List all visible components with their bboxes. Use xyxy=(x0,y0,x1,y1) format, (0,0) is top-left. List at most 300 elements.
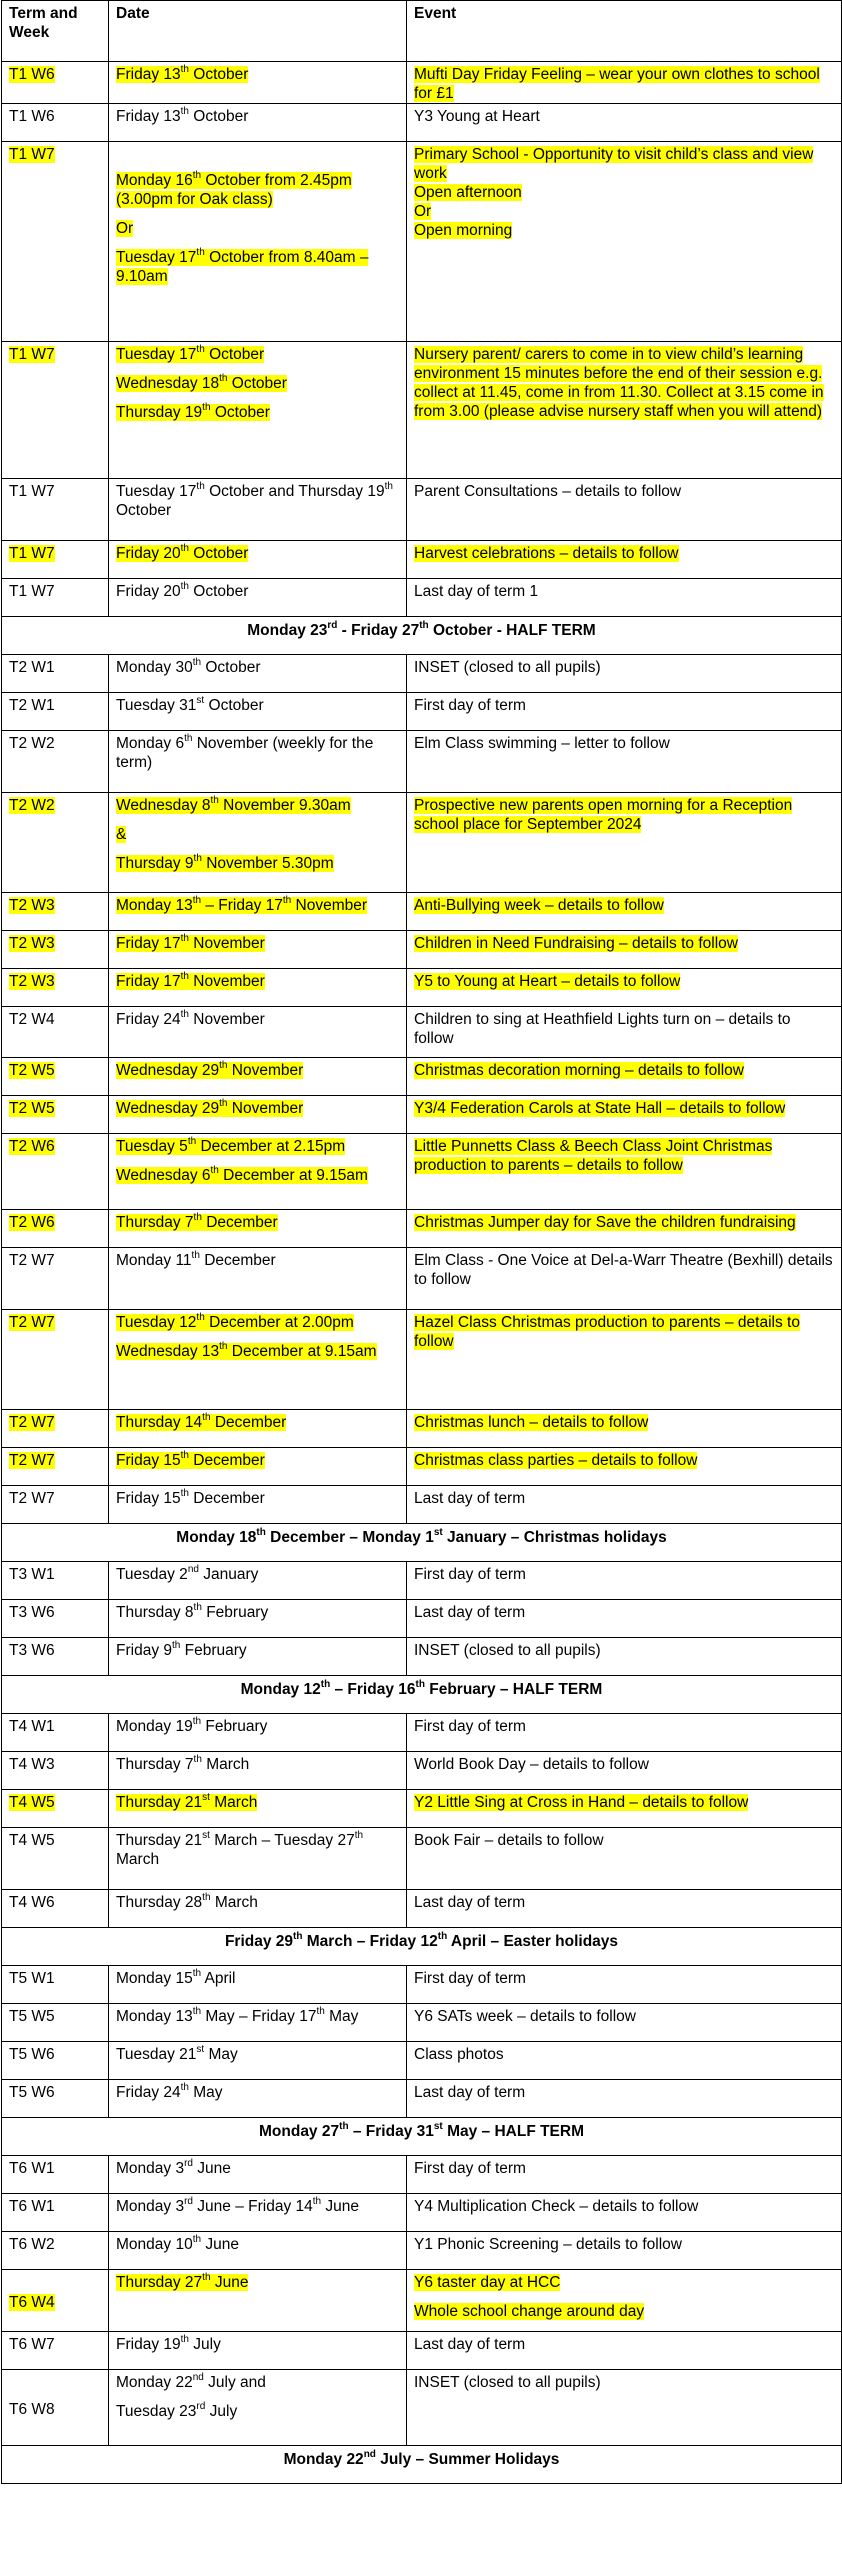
term-week-label: T6 W2 xyxy=(9,2236,55,2253)
event-cell xyxy=(407,1714,842,1752)
date-cell xyxy=(109,2004,407,2042)
table-row xyxy=(2,693,842,731)
event-line-text: Y4 Multiplication Check – details to follow xyxy=(414,2198,699,2215)
term-week-cell xyxy=(2,969,109,1007)
event-cell xyxy=(407,1562,842,1600)
date-line: Tuesday 21st May xyxy=(116,2043,238,2063)
term-week-label: T2 W3 xyxy=(9,973,55,990)
date-line: Monday 11th December xyxy=(116,1249,276,1269)
event-line xyxy=(414,2335,834,2354)
date-cell xyxy=(109,2080,407,2118)
term-week-cell xyxy=(2,1007,109,1058)
ordinal-suffix: th xyxy=(172,1639,181,1651)
event-line xyxy=(414,145,834,183)
event-line xyxy=(414,658,834,677)
date-line: Friday 19th July xyxy=(116,2333,221,2353)
date-cell xyxy=(109,142,407,342)
table-row xyxy=(2,1714,842,1752)
event-cell xyxy=(407,793,842,893)
date-line: Wednesday 18th October xyxy=(116,372,287,392)
table-row xyxy=(2,541,842,579)
holiday-band: Friday 29th March – Friday 12th April – Easter holidays xyxy=(2,1928,842,1966)
ordinal-suffix: th xyxy=(202,1411,211,1423)
ordinal-suffix: th xyxy=(180,1008,189,1020)
ordinal-suffix: rd xyxy=(184,2195,193,2207)
holiday-band: Monday 22nd July – Summer Holidays xyxy=(2,2446,842,2484)
event-cell xyxy=(407,2156,842,2194)
ordinal-suffix: th xyxy=(219,1059,228,1071)
date-cell xyxy=(109,969,407,1007)
event-line-text: Or xyxy=(414,203,432,220)
date-cell xyxy=(109,342,407,479)
term-week-label: T6 W1 xyxy=(9,2160,55,2177)
event-line-text: Children to sing at Heathfield Lights turn on – details to follow xyxy=(414,1011,791,1047)
term-week-label: T2 W7 xyxy=(9,1252,55,1269)
date-line: Thursday 27th June xyxy=(116,2271,249,2291)
event-line xyxy=(414,934,834,953)
term-week-label: T2 W7 xyxy=(9,1414,55,1431)
event-line xyxy=(414,1969,834,1988)
table-row xyxy=(2,793,842,893)
term-week-label: T5 W5 xyxy=(9,2008,55,2025)
event-line xyxy=(414,1831,834,1850)
event-line-text: First day of term xyxy=(414,2160,526,2177)
event-line xyxy=(414,2235,834,2254)
ordinal-suffix: th xyxy=(180,580,189,592)
event-line xyxy=(414,1893,834,1912)
term-week-label: T3 W6 xyxy=(9,1642,55,1659)
date-line: Thursday 14th December xyxy=(116,1411,287,1431)
event-line-text: Elm Class - One Voice at Del-a-Warr Theatre (Bexhill) details to follow xyxy=(414,1252,833,1288)
event-line xyxy=(414,2273,834,2292)
term-week-cell xyxy=(2,2080,109,2118)
ordinal-suffix: th xyxy=(180,2333,189,2345)
school-calendar-table xyxy=(1,0,842,2484)
event-line-text: Last day of term xyxy=(414,1490,526,1507)
date-cell xyxy=(109,541,407,579)
term-week-cell xyxy=(2,1410,109,1448)
event-cell xyxy=(407,731,842,793)
event-cell xyxy=(407,2080,842,2118)
ordinal-suffix: th xyxy=(193,1601,202,1613)
term-week-label: T6 W4 xyxy=(9,2293,55,2311)
event-cell xyxy=(407,1410,842,1448)
event-line-text: Y5 to Young at Heart – details to follow xyxy=(414,973,681,990)
event-line-text: First day of term xyxy=(414,1718,526,1735)
event-line-text: Mufti Day Friday Feeling – wear your own clothes to school for £1 xyxy=(414,66,820,102)
date-cell xyxy=(109,893,407,931)
date-line xyxy=(116,825,399,844)
event-line xyxy=(414,544,834,563)
ordinal-suffix: th xyxy=(210,1164,219,1176)
event-line-text: Primary School - Opportunity to visit child’s class and view work xyxy=(414,146,814,182)
date-line: Monday 16th October from 2.45pm (3.00pm for Oak class) xyxy=(116,169,352,208)
ordinal-suffix: th xyxy=(282,894,292,906)
term-week-cell xyxy=(2,693,109,731)
ordinal-suffix: th xyxy=(293,1930,303,1942)
ordinal-suffix: th xyxy=(193,1753,202,1765)
term-week-label: T4 W3 xyxy=(9,1756,55,1773)
event-line-text: INSET (closed to all pupils) xyxy=(414,659,601,676)
event-line-text: First day of term xyxy=(414,1566,526,1583)
ordinal-suffix: th xyxy=(219,1340,228,1352)
event-line-text: Y6 taster day at HCC xyxy=(414,2274,561,2291)
holiday-band: Monday 12th – Friday 16th February – HALF TERM xyxy=(2,1676,842,1714)
term-week-cell xyxy=(2,731,109,793)
event-cell xyxy=(407,142,842,342)
date-line: Thursday 21st March – Tuesday 27th March xyxy=(116,1829,364,1868)
term-week-label: T4 W1 xyxy=(9,1718,55,1735)
event-cell xyxy=(407,2270,842,2332)
holiday-band-row xyxy=(2,2446,842,2484)
ordinal-suffix: th xyxy=(180,970,189,982)
date-cell xyxy=(109,2194,407,2232)
date-cell xyxy=(109,1134,407,1210)
date-line: Monday 15th April xyxy=(116,1967,236,1987)
event-line xyxy=(414,1313,834,1351)
ordinal-suffix: th xyxy=(312,2195,322,2207)
table-row xyxy=(2,2156,842,2194)
term-week-cell xyxy=(2,479,109,541)
table-row xyxy=(2,2232,842,2270)
holiday-band-row xyxy=(2,1928,842,1966)
ordinal-suffix: th xyxy=(180,542,189,554)
term-week-cell xyxy=(2,1486,109,1524)
date-line: Friday 9th February xyxy=(116,1639,247,1659)
event-line xyxy=(414,2083,834,2102)
term-week-label: T1 W6 xyxy=(9,66,55,83)
event-line xyxy=(414,2197,834,2216)
term-week-label: T2 W5 xyxy=(9,1100,55,1117)
ordinal-suffix: th xyxy=(256,1526,266,1538)
event-cell xyxy=(407,1966,842,2004)
term-week-cell xyxy=(2,655,109,693)
date-line: Friday 15th December xyxy=(116,1487,265,1507)
date-cell xyxy=(109,1248,407,1310)
date-cell xyxy=(109,2156,407,2194)
date-cell xyxy=(109,1966,407,2004)
event-line xyxy=(414,2159,834,2178)
term-week-label: T6 W7 xyxy=(9,2336,55,2353)
ordinal-suffix: th xyxy=(354,1829,364,1841)
table-row xyxy=(2,1828,842,1890)
date-line: Monday 10th June xyxy=(116,2233,239,2253)
event-cell xyxy=(407,2194,842,2232)
event-cell xyxy=(407,893,842,931)
table-row xyxy=(2,2332,842,2370)
event-line xyxy=(414,65,834,103)
event-line-text: Last day of term xyxy=(414,2084,526,2101)
table-row xyxy=(2,479,842,541)
date-cell xyxy=(109,1714,407,1752)
date-line: Monday 22nd July and xyxy=(116,2371,266,2391)
ordinal-suffix: st xyxy=(433,2120,443,2132)
ordinal-suffix: th xyxy=(193,1211,202,1223)
term-week-cell xyxy=(2,104,109,142)
date-cell xyxy=(109,931,407,969)
date-cell xyxy=(109,1600,407,1638)
date-line: Wednesday 8th November 9.30am xyxy=(116,794,351,814)
table-row xyxy=(2,655,842,693)
ordinal-suffix: st xyxy=(433,1526,443,1538)
date-cell xyxy=(109,104,407,142)
ordinal-suffix: th xyxy=(219,1097,228,1109)
date-line: Friday 24th May xyxy=(116,2081,223,2101)
ordinal-suffix: th xyxy=(192,2005,202,2017)
term-week-label: T2 W3 xyxy=(9,897,55,914)
ordinal-suffix: th xyxy=(196,343,205,355)
term-week-label: T2 W3 xyxy=(9,935,55,952)
term-week-label: T1 W6 xyxy=(9,108,55,125)
event-cell xyxy=(407,1210,842,1248)
term-week-label: T4 W5 xyxy=(9,1794,55,1811)
ordinal-suffix: nd xyxy=(187,1563,199,1575)
term-week-cell xyxy=(2,1134,109,1210)
date-line: Wednesday 29th November xyxy=(116,1059,304,1079)
event-line-text: Parent Consultations – details to follow xyxy=(414,483,682,500)
term-week-label: T4 W5 xyxy=(9,1832,55,1849)
term-week-cell xyxy=(2,2194,109,2232)
event-line xyxy=(414,1793,834,1812)
date-cell xyxy=(109,1562,407,1600)
ordinal-suffix: th xyxy=(196,246,205,258)
date-cell xyxy=(109,1486,407,1524)
ordinal-suffix: th xyxy=(202,2271,211,2283)
header-date: Date xyxy=(109,1,407,62)
date-line: Friday 13th October xyxy=(116,63,249,83)
ordinal-suffix: th xyxy=(180,1449,189,1461)
event-line xyxy=(414,696,834,715)
event-cell xyxy=(407,1890,842,1928)
date-line: Monday 3rd June – Friday 14th June xyxy=(116,2195,360,2215)
event-line xyxy=(414,1137,834,1175)
term-week-cell xyxy=(2,1790,109,1828)
date-line: Tuesday 23rd July xyxy=(116,2400,238,2420)
event-line xyxy=(414,1061,834,1080)
ordinal-suffix: rd xyxy=(327,619,338,631)
event-line xyxy=(414,482,834,501)
date-cell xyxy=(109,1448,407,1486)
term-week-cell xyxy=(2,1890,109,1928)
term-week-cell xyxy=(2,2332,109,2370)
ordinal-suffix: st xyxy=(202,1829,210,1841)
event-cell xyxy=(407,541,842,579)
ordinal-suffix: th xyxy=(180,2081,189,2093)
header-event: Event xyxy=(407,1,842,62)
table-row xyxy=(2,2080,842,2118)
term-week-cell xyxy=(2,1448,109,1486)
table-row xyxy=(2,1966,842,2004)
date-line: Tuesday 17th October from 8.40am – 9.10am xyxy=(116,246,369,285)
term-week-cell xyxy=(2,1600,109,1638)
date-line: Tuesday 17th October xyxy=(116,343,265,363)
date-cell xyxy=(109,62,407,104)
table-row xyxy=(2,142,842,342)
ordinal-suffix: th xyxy=(219,372,228,384)
date-line: Monday 13th May – Friday 17th May xyxy=(116,2005,359,2025)
ordinal-suffix: rd xyxy=(184,2157,193,2169)
event-cell xyxy=(407,1007,842,1058)
table-row xyxy=(2,1790,842,1828)
event-line xyxy=(414,202,834,221)
date-cell xyxy=(109,2332,407,2370)
date-cell xyxy=(109,1790,407,1828)
ordinal-suffix: th xyxy=(320,1678,331,1690)
event-line xyxy=(414,2045,834,2064)
ordinal-suffix: th xyxy=(196,480,205,492)
ordinal-suffix: th xyxy=(415,1678,425,1690)
term-week-label: T5 W1 xyxy=(9,1970,55,1987)
event-line-text: Last day of term xyxy=(414,2336,526,2353)
holiday-band: Monday 27th – Friday 31st May – HALF TERM xyxy=(2,2118,842,2156)
event-line-text: Open afternoon xyxy=(414,184,522,201)
ordinal-suffix: st xyxy=(196,2043,205,2055)
table-row xyxy=(2,1248,842,1310)
event-cell xyxy=(407,1486,842,1524)
date-line: Tuesday 12th December at 2.00pm xyxy=(116,1311,354,1331)
term-week-cell xyxy=(2,2370,109,2446)
event-line xyxy=(414,1755,834,1774)
term-week-label: T3 W1 xyxy=(9,1566,55,1583)
table-row xyxy=(2,1310,842,1410)
event-line xyxy=(414,221,834,240)
ordinal-suffix: nd xyxy=(363,2448,376,2460)
table-row xyxy=(2,1638,842,1676)
term-week-label: T2 W7 xyxy=(9,1452,55,1469)
date-cell xyxy=(109,579,407,617)
holiday-band-row xyxy=(2,2118,842,2156)
date-cell xyxy=(109,1210,407,1248)
date-line: Monday 6th November (weekly for the term) xyxy=(116,732,374,771)
table-row xyxy=(2,579,842,617)
date-line: Thursday 7th December xyxy=(116,1211,278,1231)
term-week-label: T1 W7 xyxy=(9,583,55,600)
ordinal-suffix: th xyxy=(193,852,202,864)
table-row xyxy=(2,931,842,969)
table-row xyxy=(2,2194,842,2232)
date-line: Friday 13th October xyxy=(116,105,249,125)
event-cell xyxy=(407,655,842,693)
event-line xyxy=(414,2007,834,2026)
term-week-cell xyxy=(2,1310,109,1410)
table-row xyxy=(2,2042,842,2080)
table-row xyxy=(2,342,842,479)
event-line-text: INSET (closed to all pupils) xyxy=(414,1642,601,1659)
event-cell xyxy=(407,104,842,142)
event-line xyxy=(414,1213,834,1232)
term-week-cell xyxy=(2,1828,109,1890)
term-week-label: T1 W7 xyxy=(9,146,55,163)
event-cell xyxy=(407,1638,842,1676)
term-week-cell xyxy=(2,2042,109,2080)
term-week-cell xyxy=(2,142,109,342)
table-row xyxy=(2,1562,842,1600)
date-line: Friday 17th November xyxy=(116,970,265,990)
event-line-text: Whole school change around day xyxy=(414,2303,645,2320)
term-week-cell xyxy=(2,1752,109,1790)
date-line: Friday 24th November xyxy=(116,1008,265,1028)
term-week-label: T1 W7 xyxy=(9,346,55,363)
ordinal-suffix: th xyxy=(184,732,193,744)
table-row xyxy=(2,1134,842,1210)
event-cell xyxy=(407,1096,842,1134)
event-line xyxy=(414,896,834,915)
ordinal-suffix: st xyxy=(196,694,205,706)
event-cell xyxy=(407,342,842,479)
term-week-cell xyxy=(2,2232,109,2270)
event-line-text: Nursery parent/ carers to come in to view child’s learning environment 15 minutes before the end of their session e.g. collect at 11.45, come in from 11.30. Collect at 3.15 come in from 3.00 (please advise nursery staff when you will attend) xyxy=(414,346,824,420)
table-row xyxy=(2,1410,842,1448)
ordinal-suffix: th xyxy=(192,894,202,906)
term-week-cell xyxy=(2,62,109,104)
date-cell xyxy=(109,1058,407,1096)
event-line-text: Y2 Little Sing at Cross in Hand – details to follow xyxy=(414,1794,749,1811)
event-cell xyxy=(407,693,842,731)
event-line xyxy=(414,1717,834,1736)
term-week-label: T2 W2 xyxy=(9,735,55,752)
ordinal-suffix: th xyxy=(384,480,393,492)
event-line-text: Anti-Bullying week – details to follow xyxy=(414,897,664,914)
date-line: Thursday 9th November 5.30pm xyxy=(116,852,334,872)
event-line-text: First day of term xyxy=(414,697,526,714)
ordinal-suffix: th xyxy=(180,63,189,75)
ordinal-suffix: th xyxy=(192,1715,202,1727)
event-line-text: Prospective new parents open morning for a Reception school place for September 2024 xyxy=(414,797,793,833)
term-week-cell xyxy=(2,541,109,579)
date-cell xyxy=(109,1828,407,1890)
event-line-text: Elm Class swimming – letter to follow xyxy=(414,735,670,752)
ordinal-suffix: nd xyxy=(192,2371,204,2383)
ordinal-suffix: th xyxy=(192,169,202,181)
ordinal-suffix: th xyxy=(187,1135,197,1147)
ordinal-suffix: th xyxy=(210,794,219,806)
event-line xyxy=(414,1489,834,1508)
date-line: Thursday 21st March xyxy=(116,1791,258,1811)
date-line: Tuesday 5th December at 2.15pm xyxy=(116,1135,346,1155)
term-week-cell xyxy=(2,1562,109,1600)
event-line xyxy=(414,1099,834,1118)
event-cell xyxy=(407,1134,842,1210)
event-line-text: Christmas class parties – details to follow xyxy=(414,1452,698,1469)
term-week-cell xyxy=(2,1096,109,1134)
holiday-band: Monday 23rd - Friday 27th October - HALF TERM xyxy=(2,617,842,655)
term-week-cell xyxy=(2,931,109,969)
holiday-band: Monday 18th December – Monday 1st January – Christmas holidays xyxy=(2,1524,842,1562)
date-line: Wednesday 6th December at 9.15am xyxy=(116,1164,368,1184)
date-line: Tuesday 17th October and Thursday 19th October xyxy=(116,480,393,519)
ordinal-suffix: th xyxy=(196,1311,205,1323)
term-week-cell xyxy=(2,2004,109,2042)
date-cell xyxy=(109,1890,407,1928)
event-line-text: Christmas Jumper day for Save the children fundraising xyxy=(414,1214,796,1231)
ordinal-suffix: th xyxy=(339,2120,349,2132)
date-line: Thursday 7th March xyxy=(116,1753,250,1773)
term-week-cell xyxy=(2,1714,109,1752)
table-row xyxy=(2,1007,842,1058)
table-row xyxy=(2,2370,842,2446)
event-line xyxy=(414,1251,834,1289)
term-week-label: T2 W7 xyxy=(9,1490,55,1507)
date-line-text: Or xyxy=(116,220,134,237)
date-cell xyxy=(109,1007,407,1058)
term-week-label: T2 W6 xyxy=(9,1214,55,1231)
term-week-label: T2 W1 xyxy=(9,697,55,714)
event-cell xyxy=(407,2042,842,2080)
event-line-text: Y1 Phonic Screening – details to follow xyxy=(414,2236,682,2253)
term-week-label: T4 W6 xyxy=(9,1894,55,1911)
table-row xyxy=(2,1600,842,1638)
event-line xyxy=(414,582,834,601)
